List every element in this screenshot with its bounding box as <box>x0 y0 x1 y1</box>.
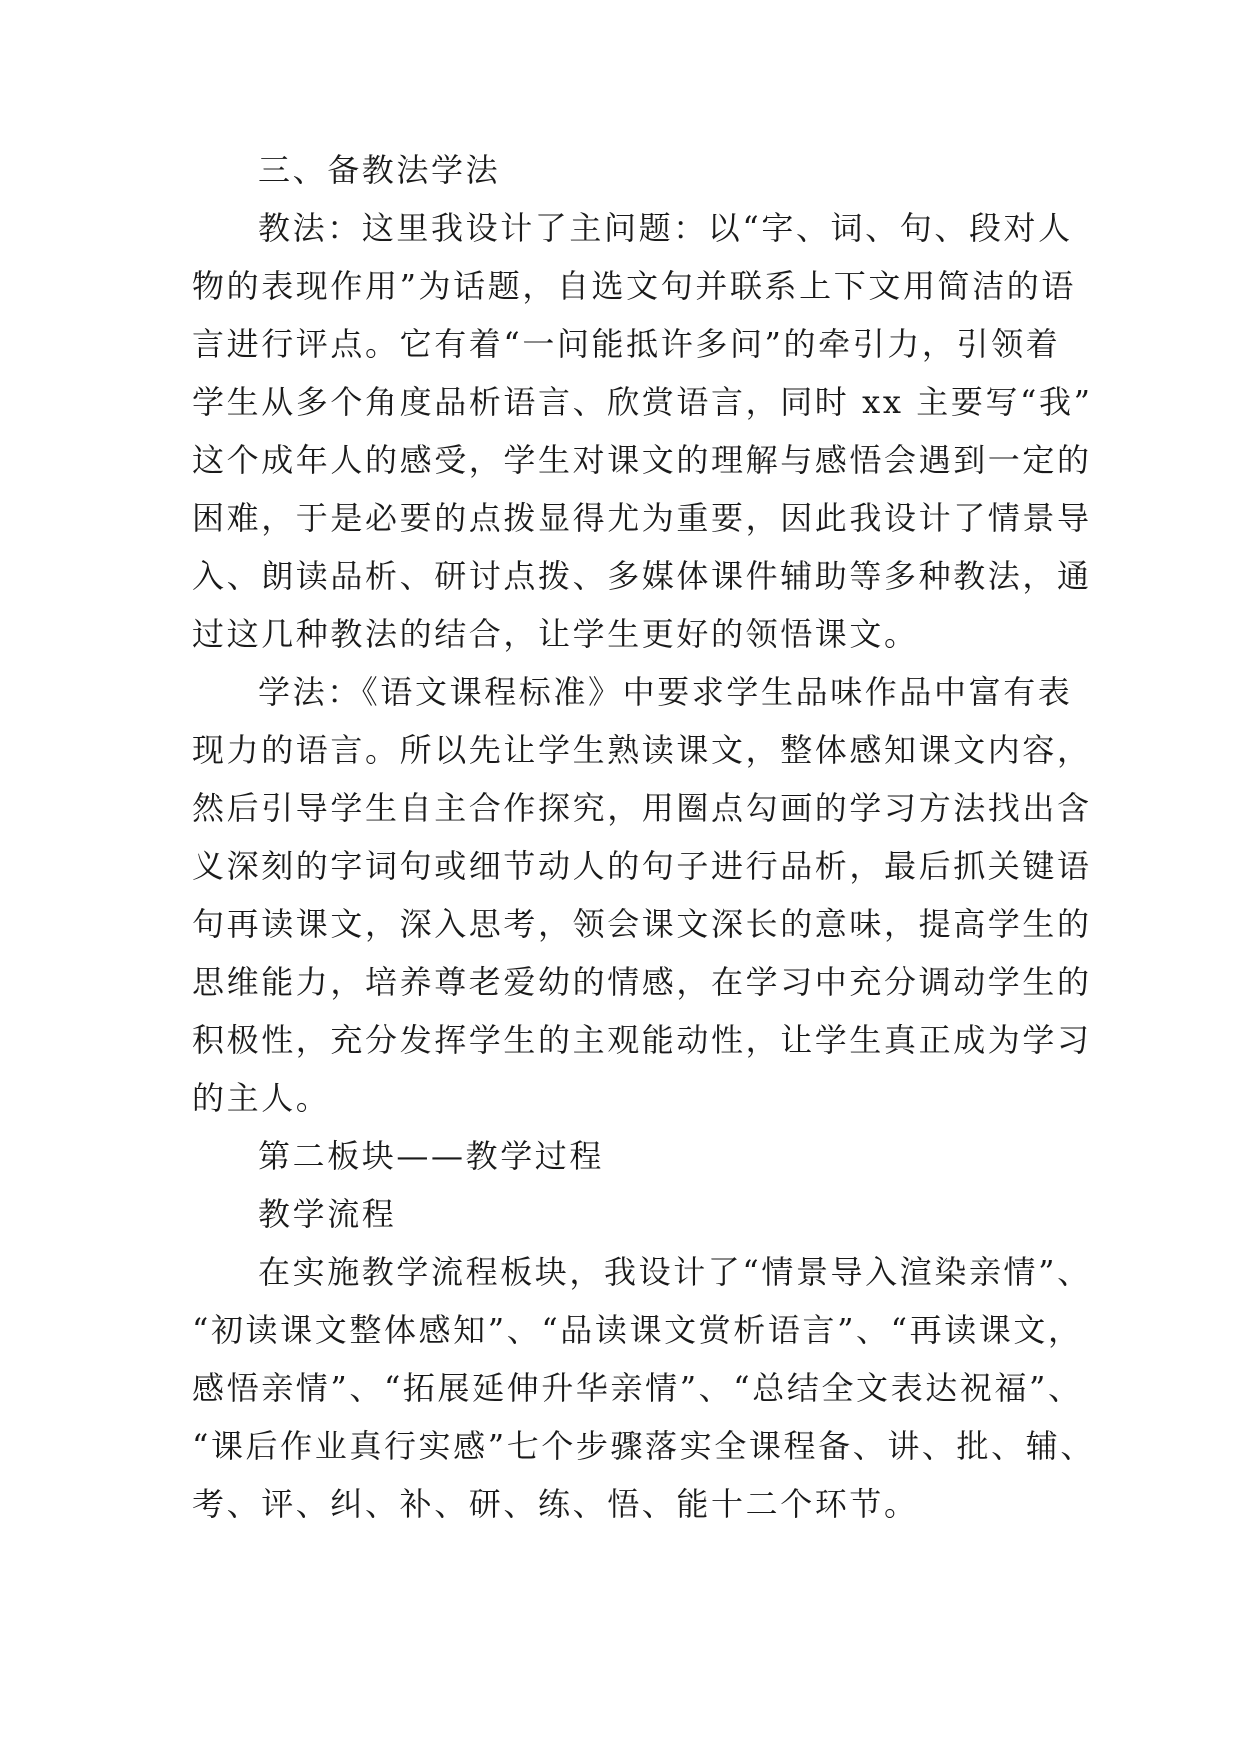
paragraph-line: 在实施教学流程板块，我设计了“情景导入渲染亲情”、 <box>258 1253 1092 1291</box>
paragraph-line: 过这几种教法的结合，让学生更好的领悟课文。 <box>192 615 919 653</box>
paragraph-line: 句再读课文，深入思考，领会课文深长的意味，提高学生的 <box>192 905 1092 943</box>
paragraph-line: 困难，于是必要的点拨显得尤为重要，因此我设计了情景导 <box>192 499 1092 537</box>
paragraph-line: “课后作业真行实感”七个步骤落实全课程备、讲、批、辅、 <box>192 1427 1095 1465</box>
paragraph-line: 考、评、纠、补、研、练、悟、能十二个环节。 <box>192 1485 919 1523</box>
paragraph-line: 学生从多个角度品析语言、欣赏语言，同时 xx 主要写“我” <box>192 383 1093 421</box>
paragraph-line: 教法：这里我设计了主问题：以“字、词、句、段对人 <box>258 209 1073 247</box>
section-heading: 三、备教法学法 <box>258 151 501 189</box>
paragraph-line: 感悟亲情”、“拓展延伸升华亲情”、“总结全文表达祝福”、 <box>192 1369 1083 1407</box>
paragraph-line: 物的表现作用”为话题，自选文句并联系上下文用简洁的语 <box>192 267 1076 305</box>
paragraph-line: 学法：《语文课程标准》中要求学生品味作品中富有表 <box>258 673 1073 711</box>
paragraph-line: “初读课文整体感知”、“品读课文赏析语言”、“再读课文， <box>192 1311 1083 1349</box>
paragraph-line: 思维能力，培养尊老爱幼的情感，在学习中充分调动学生的 <box>192 963 1092 1001</box>
paragraph-line: 这个成年人的感受，学生对课文的理解与感悟会遇到一定的 <box>192 441 1092 479</box>
paragraph-line: 然后引导学生自主合作探究，用圈点勾画的学习方法找出含 <box>192 789 1092 827</box>
paragraph-line: 的主人。 <box>192 1079 331 1117</box>
paragraph-line: 言进行评点。它有着“一问能抵许多问”的牵引力，引领着 <box>192 325 1061 363</box>
section-heading: 第二板块——教学过程 <box>258 1137 605 1175</box>
paragraph-line: 义深刻的字词句或细节动人的句子进行品析，最后抓关键语 <box>192 847 1092 885</box>
paragraph-line: 现力的语言。所以先让学生熟读课文，整体感知课文内容， <box>192 731 1092 769</box>
paragraph-line: 积极性，充分发挥学生的主观能动性，让学生真正成为学习 <box>192 1021 1092 1059</box>
subsection-heading: 教学流程 <box>258 1195 397 1233</box>
paragraph-line: 入、朗读品析、研讨点拨、多媒体课件辅助等多种教法，通 <box>192 557 1092 595</box>
